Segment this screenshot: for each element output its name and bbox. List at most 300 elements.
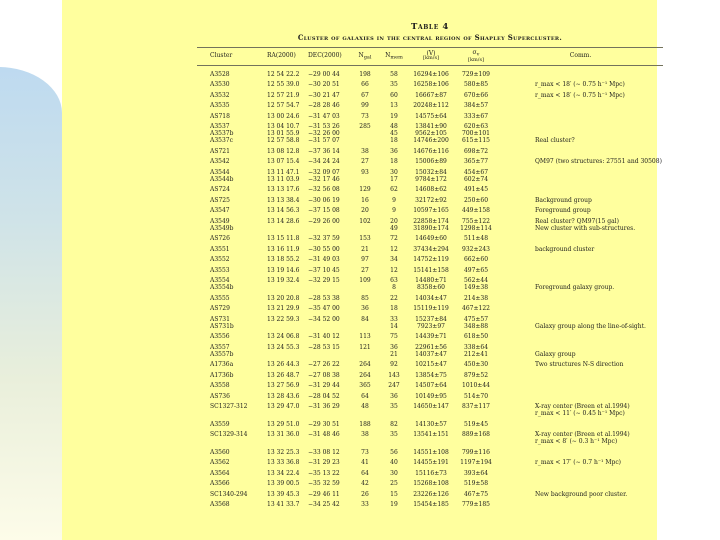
- col-header-nmem: [380, 53, 408, 61]
- table-row: [197, 295, 720, 302]
- table-row: [197, 197, 720, 204]
- cell-ra: 13 19 32.4: [267, 277, 300, 284]
- mean-velocity-symbol: (V): [426, 49, 436, 57]
- cell-cluster-name: A3547: [210, 207, 230, 214]
- table-row-group: [197, 382, 720, 389]
- table-row-group: [197, 305, 720, 312]
- mean-velocity-unit: [km/s]: [423, 55, 439, 62]
- table-row-group: [197, 158, 720, 165]
- table-row: [197, 81, 720, 88]
- col-header-velocity-dispersion: [454, 50, 498, 64]
- table-row: [197, 431, 720, 445]
- table-row-group: [197, 333, 720, 340]
- cell-comment: Galaxy group along the line-of-sight.: [535, 322, 646, 330]
- cell-cluster-name: A3560: [210, 448, 230, 456]
- cell-cluster-name: A3542: [210, 158, 230, 165]
- slide-panel: [62, 0, 662, 540]
- cell-mean-velocity: 31890±174: [413, 224, 449, 232]
- table-row: [197, 403, 720, 417]
- cell-comment: Foreground galaxy group.: [535, 284, 615, 291]
- cell-dec: −37 36 14: [308, 147, 340, 155]
- cell-dec: −28 28 46: [308, 102, 340, 109]
- cell-mean-velocity: 8358±60: [417, 284, 445, 291]
- cell-velocity-dispersion: 393±64: [463, 469, 489, 477]
- cell-nmem: 40: [390, 459, 398, 466]
- cell-comment: Background group: [535, 196, 592, 204]
- cell-mean-velocity: 15006±89: [415, 158, 447, 165]
- cell-ra: 13 33 36.8: [267, 459, 300, 466]
- cell-cluster-name: SC1340-294: [210, 490, 248, 498]
- cell-ra: 13 18 55.2: [267, 256, 300, 263]
- cell-mean-velocity: 14608±62: [415, 186, 447, 193]
- table-row: [197, 449, 720, 456]
- cell-mean-velocity: 16258±106: [413, 81, 449, 88]
- cell-ra: 13 16 11.9: [267, 245, 300, 253]
- cell-cluster-name: AS725: [210, 196, 230, 204]
- table-row: [197, 459, 720, 466]
- table-row-group: [197, 421, 720, 428]
- table-row-group: [197, 71, 720, 78]
- cell-velocity-dispersion: 562±44: [463, 277, 489, 284]
- cell-ra: 13 24 06.8: [267, 333, 300, 340]
- cell-cluster-name: A3537: [210, 123, 230, 130]
- cell-cluster-name: A3568: [210, 501, 230, 508]
- table-row: [197, 92, 720, 99]
- table-row-group: [197, 344, 720, 358]
- cell-dec: −30 06 19: [308, 196, 340, 204]
- table-row-group: [197, 102, 720, 109]
- cell-ra: 13 22 59.3: [267, 315, 300, 323]
- cell-cluster-name: A3558: [210, 382, 230, 389]
- table-row: [197, 351, 720, 358]
- cell-mean-velocity: 10597±165: [413, 207, 449, 214]
- table-row: [197, 501, 720, 508]
- cell-nmem: 30: [390, 168, 398, 176]
- cell-mean-velocity: 15237±84: [415, 315, 447, 323]
- cell-velocity-dispersion: 348±88: [463, 322, 489, 330]
- cell-cluster-name: A3549b: [210, 224, 234, 232]
- cell-mean-velocity: 15119±119: [413, 305, 449, 312]
- cell-nmem: 15: [390, 490, 398, 498]
- cell-velocity-dispersion: 799±116: [462, 448, 490, 456]
- cell-mean-velocity: 16667±87: [415, 91, 447, 99]
- cell-velocity-dispersion: 1010±44: [462, 382, 490, 389]
- col-header-ra: RA(2000): [267, 52, 296, 60]
- table-row: [197, 305, 720, 312]
- paper-table: [197, 22, 720, 508]
- table-row-group: [197, 361, 720, 368]
- cell-dec: −31 53 26: [308, 123, 340, 130]
- cell-cluster-name: A3566: [210, 480, 230, 487]
- cell-ngal: 85: [361, 294, 369, 302]
- cell-ra: 13 13 17.6: [267, 186, 300, 193]
- cell-ra: 12 55 39.0: [267, 81, 300, 88]
- cell-ra: 13 27 56.9: [267, 382, 300, 389]
- cell-velocity-dispersion: 662±60: [463, 256, 489, 263]
- cell-dec: −28 04 52: [308, 392, 340, 400]
- cell-cluster-name: A3535: [210, 102, 230, 109]
- cell-cluster-name: AS729: [210, 305, 230, 312]
- table-row-group: [197, 267, 720, 274]
- cell-ngal: 21: [361, 245, 369, 253]
- cell-dec: −29 26 00: [308, 217, 340, 225]
- table-row: [197, 207, 720, 214]
- table-row-group: [197, 316, 720, 330]
- cell-mean-velocity: 14439±71: [415, 333, 447, 340]
- table-row: [197, 284, 720, 291]
- cell-mean-velocity: 23226±126: [413, 490, 449, 498]
- cell-comment: Two structures N-S direction: [535, 361, 624, 368]
- cell-mean-velocity: 14650±147: [413, 403, 449, 410]
- cell-nmem: 12: [390, 245, 398, 253]
- cell-nmem: 17: [390, 175, 398, 183]
- cell-nmem: 19: [390, 112, 398, 120]
- cell-dec: −34 24 24: [308, 158, 340, 165]
- cell-nmem: 247: [388, 382, 400, 389]
- cell-ngal: 64: [361, 392, 369, 400]
- cell-cluster-name: A3532: [210, 91, 230, 99]
- cell-nmem: 58: [390, 70, 398, 78]
- cell-comment: Foreground group: [535, 207, 591, 214]
- cell-ngal: 365: [359, 382, 371, 389]
- cell-velocity-dispersion: 475±57: [463, 315, 489, 323]
- cell-ra: 13 29 51.0: [267, 420, 300, 428]
- cell-dec: −30 20 51: [308, 81, 340, 88]
- cell-nmem: 18: [390, 137, 398, 144]
- table-row-group: [197, 81, 720, 88]
- cell-dec: −31 29 23: [308, 459, 340, 466]
- cell-ra: 13 26 44.3: [267, 361, 300, 368]
- col-header-ngal: [350, 53, 380, 61]
- table-row-group: [197, 186, 720, 193]
- cell-ngal: 97: [361, 256, 369, 263]
- cell-ra: 13 32 25.3: [267, 448, 300, 456]
- cell-dec: −27 08 38: [308, 371, 340, 379]
- table-row: [197, 421, 720, 428]
- cell-dec: −31 40 12: [308, 333, 340, 340]
- cell-mean-velocity: 14746±200: [413, 137, 449, 144]
- cell-ngal: 113: [359, 333, 371, 340]
- cell-dec: −31 29 44: [308, 382, 340, 389]
- table-row: [197, 361, 720, 368]
- cell-mean-velocity: 14455±191: [413, 459, 449, 466]
- cell-velocity-dispersion: 879±52: [463, 371, 489, 379]
- cell-velocity-dispersion: 620±63: [463, 123, 489, 130]
- cell-ngal: 109: [359, 277, 371, 284]
- cell-dec: −29 46 11: [308, 490, 340, 498]
- cell-cluster-name: A3549: [210, 217, 230, 225]
- cell-nmem: 30: [390, 469, 398, 477]
- table-row-group: [197, 491, 720, 498]
- cell-dec: −31 47 03: [308, 112, 340, 120]
- cell-mean-velocity: 20248±112: [413, 102, 449, 109]
- cell-mean-velocity: 7923±97: [417, 322, 445, 330]
- cell-mean-velocity: 10215±47: [415, 361, 447, 368]
- cell-dec: −32 37 59: [308, 235, 340, 242]
- table-row: [197, 333, 720, 340]
- cell-cluster-name: AS726: [210, 235, 230, 242]
- cell-ngal: 188: [359, 420, 371, 428]
- cell-ngal: 33: [361, 501, 369, 508]
- cell-ra: 13 19 14.6: [267, 266, 300, 274]
- cell-nmem: 143: [388, 371, 400, 379]
- cell-ngal: 67: [361, 91, 369, 99]
- table-row: [197, 130, 720, 137]
- table-row-group: [197, 372, 720, 379]
- cell-ngal: 99: [361, 102, 369, 109]
- cell-comment: X-ray center (Breen et al.1994) r_max < 11′ (∼ 0.45 h⁻¹ Mpc): [535, 403, 630, 417]
- cell-comment: Galaxy group: [535, 350, 576, 358]
- table-row: [197, 382, 720, 389]
- cell-mean-velocity: 16294±106: [413, 70, 449, 78]
- table-row: [197, 113, 720, 120]
- table-row: [197, 235, 720, 242]
- cell-mean-velocity: 14551±108: [413, 448, 449, 456]
- cell-ra: 13 39 45.3: [267, 490, 300, 498]
- cell-cluster-name: A3552: [210, 256, 230, 263]
- table-header-row: [197, 47, 663, 66]
- cell-velocity-dispersion: 384±57: [463, 102, 489, 109]
- cell-ra: 13 31 36.0: [267, 431, 300, 438]
- cell-ngal: 20: [361, 207, 369, 214]
- cell-dec: −32 29 15: [308, 277, 340, 284]
- cell-cluster-name: A3562: [210, 459, 230, 466]
- cell-nmem: 9: [392, 207, 396, 214]
- table-row-group: [197, 431, 720, 445]
- col-header-dec: DEC(2000): [308, 52, 342, 60]
- cell-ra: 13 14 28.6: [267, 217, 300, 225]
- table-row-group: [197, 246, 720, 253]
- table-title: Table 4: [411, 22, 449, 32]
- table-row: [197, 316, 720, 323]
- table-row: [197, 102, 720, 109]
- cell-velocity-dispersion: 889±168: [462, 431, 490, 438]
- table-row: [197, 277, 720, 284]
- cell-cluster-name: A3556: [210, 333, 230, 340]
- cell-dec: −32 17 46: [308, 175, 340, 183]
- cell-comment: r_max < 18′ (∼ 0.75 h⁻¹ Mpc): [535, 81, 625, 88]
- cell-velocity-dispersion: 932±243: [462, 245, 490, 253]
- cell-dec: −33 08 12: [308, 448, 340, 456]
- table-row: [197, 225, 720, 232]
- nmem-symbol: N: [385, 51, 391, 59]
- cell-cluster-name: AS724: [210, 186, 230, 193]
- table-row: [197, 323, 720, 330]
- cell-ra: 13 01 55.9: [267, 130, 300, 137]
- cell-cluster-name: AS718: [210, 112, 230, 120]
- cell-comment: X-ray center (Breen et al.1994) r_max < 8′ (∼ 0.3 h⁻¹ Mpc): [535, 431, 630, 445]
- col-header-mean-velocity: [408, 51, 454, 62]
- table-row-group: [197, 218, 720, 232]
- cell-ra: 12 54 22.2: [267, 70, 300, 78]
- cell-velocity-dispersion: 338±64: [463, 343, 489, 351]
- cell-ngal: 66: [361, 81, 369, 88]
- cell-nmem: 25: [390, 480, 398, 487]
- cell-velocity-dispersion: 149±38: [463, 284, 489, 291]
- table-row: [197, 137, 720, 144]
- cell-mean-velocity: 14037±47: [415, 350, 447, 358]
- cell-mean-velocity: 14034±47: [415, 294, 447, 302]
- cell-velocity-dispersion: 1197±194: [460, 459, 492, 466]
- table-row-group: [197, 501, 720, 508]
- cell-ngal: 93: [361, 168, 369, 176]
- cell-ngal: 121: [359, 343, 371, 351]
- cell-ra: 13 21 29.9: [267, 305, 300, 312]
- table-subtitle: Cluster of galaxies in the central region of Shapley Supercluster.: [297, 33, 563, 42]
- table-row-group: [197, 449, 720, 456]
- table-row-group: [197, 256, 720, 263]
- cell-velocity-dispersion: 450±30: [463, 361, 489, 368]
- cell-cluster-name: A3537b: [210, 130, 234, 137]
- cell-mean-velocity: 14752±119: [413, 256, 449, 263]
- cell-nmem: 19: [390, 501, 398, 508]
- cell-ra: 13 29 47.0: [267, 403, 300, 410]
- cell-cluster-name: A3528: [210, 70, 230, 78]
- cell-cluster-name: A3554b: [210, 284, 234, 291]
- cell-nmem: 18: [390, 305, 398, 312]
- cell-dec: −37 15 08: [308, 207, 340, 214]
- cell-mean-velocity: 10149±95: [415, 392, 447, 400]
- col-header-comments: Comm.: [569, 52, 592, 60]
- cell-ra: 13 00 24.6: [267, 112, 300, 120]
- cell-velocity-dispersion: 837±117: [462, 403, 490, 410]
- cell-nmem: 63: [390, 277, 398, 284]
- cell-dec: −28 53 15: [308, 343, 340, 351]
- cell-velocity-dispersion: 250±60: [463, 196, 489, 204]
- cell-dec: −31 36 29: [308, 403, 340, 410]
- cell-comment: background cluster: [535, 245, 595, 253]
- cell-mean-velocity: 15141±158: [413, 266, 449, 274]
- cell-nmem: 14: [390, 322, 398, 330]
- table-row-group: [197, 148, 720, 155]
- cell-cluster-name: SC1329-314: [210, 431, 248, 438]
- cell-velocity-dispersion: 670±66: [463, 91, 489, 99]
- cell-nmem: 21: [390, 350, 398, 358]
- cell-ngal: 285: [359, 123, 371, 130]
- left-margin-decoration: [0, 67, 62, 540]
- cell-velocity-dispersion: 333±67: [463, 112, 489, 120]
- cell-nmem: 35: [390, 81, 398, 88]
- cell-ra: 13 34 22.4: [267, 469, 300, 477]
- cell-ra: 13 28 43.6: [267, 392, 300, 400]
- cell-nmem: 22: [390, 294, 398, 302]
- cell-mean-velocity: 14676±116: [413, 147, 449, 155]
- cell-ngal: 73: [361, 112, 369, 120]
- table-row: [197, 123, 720, 130]
- cell-velocity-dispersion: 365±77: [463, 158, 489, 165]
- cell-cluster-name: A3564: [210, 469, 230, 477]
- cell-comment: r_max < 18′ (∼ 0.75 h⁻¹ Mpc): [535, 91, 625, 99]
- cell-nmem: 36: [390, 147, 398, 155]
- cell-mean-velocity: 9562±105: [415, 130, 447, 137]
- cell-ngal: 42: [361, 480, 369, 487]
- cell-cluster-name: AS736: [210, 392, 230, 400]
- cell-cluster-name: AS721: [210, 147, 230, 155]
- cell-velocity-dispersion: 467±122: [462, 305, 490, 312]
- cell-mean-velocity: 14575±64: [415, 112, 447, 120]
- cell-comment: New background poor cluster.: [535, 490, 628, 498]
- cell-nmem: 75: [390, 333, 398, 340]
- cell-nmem: 56: [390, 448, 398, 456]
- cell-nmem: 18: [390, 158, 398, 165]
- cell-ngal: 26: [361, 490, 369, 498]
- cell-ra: 12 57 21.9: [267, 91, 300, 99]
- table-row-group: [197, 459, 720, 466]
- cell-velocity-dispersion: 519±45: [463, 420, 489, 428]
- cell-ngal: 41: [361, 459, 369, 466]
- table-row: [197, 344, 720, 351]
- cell-velocity-dispersion: 698±72: [463, 147, 489, 155]
- cell-cluster-name: A3554: [210, 277, 230, 284]
- cell-nmem: 13: [390, 102, 398, 109]
- cell-dec: −31 48 46: [308, 431, 340, 438]
- table-row-group: [197, 92, 720, 99]
- cell-cluster-name: A3551: [210, 245, 230, 253]
- cell-ngal: 264: [359, 371, 371, 379]
- cell-ngal: 84: [361, 315, 369, 323]
- cell-ra: 13 13 38.4: [267, 196, 300, 204]
- cell-ra: 13 04 10.7: [267, 123, 300, 130]
- cell-nmem: 92: [390, 361, 398, 368]
- cell-mean-velocity: 13854±75: [415, 371, 447, 379]
- table-row: [197, 480, 720, 487]
- cell-cluster-name: A3557b: [210, 350, 234, 358]
- ngal-subscript: gal: [363, 54, 372, 60]
- cell-cluster-name: AS731: [210, 315, 230, 323]
- table-row-group: [197, 197, 720, 204]
- cell-ra: 12 57 54.7: [267, 102, 300, 109]
- cell-cluster-name: A3559: [210, 420, 230, 428]
- cell-nmem: 20: [390, 217, 398, 225]
- table-rows: [197, 66, 720, 509]
- nmem-subscript: mem: [390, 54, 403, 60]
- table-row-group: [197, 393, 720, 400]
- cell-cluster-name: A1736a: [210, 361, 234, 368]
- table-row-group: [197, 207, 720, 214]
- cell-dec: −32 09 07: [308, 168, 340, 176]
- cell-velocity-dispersion: 519±58: [463, 480, 489, 487]
- cell-ra: 13 20 20.8: [267, 294, 300, 302]
- table-row: [197, 491, 720, 498]
- cell-dec: −27 26 22: [308, 361, 340, 368]
- cell-nmem: 34: [390, 256, 398, 263]
- table-row: [197, 246, 720, 253]
- cell-nmem: 35: [390, 431, 398, 438]
- cell-ngal: 64: [361, 469, 369, 477]
- cell-dec: −34 25 42: [308, 501, 340, 508]
- table-row-group: [197, 403, 720, 417]
- table-row-group: [197, 277, 720, 291]
- table-row-group: [197, 113, 720, 120]
- cell-velocity-dispersion: 212±41: [463, 350, 489, 358]
- table-row: [197, 218, 720, 225]
- cell-dec: −34 52 00: [308, 315, 340, 323]
- cell-dec: −30 21 47: [308, 91, 340, 99]
- cell-nmem: 12: [390, 266, 398, 274]
- cell-nmem: 60: [390, 91, 398, 99]
- cell-mean-velocity: 15032±84: [415, 168, 447, 176]
- cell-cluster-name: A3530: [210, 81, 230, 88]
- cell-ngal: 16: [361, 196, 369, 204]
- cell-velocity-dispersion: 449±158: [462, 207, 490, 214]
- table-row: [197, 393, 720, 400]
- cell-mean-velocity: 22858±174: [413, 217, 449, 225]
- cell-velocity-dispersion: 615±115: [462, 137, 490, 144]
- cell-ra: 13 11 47.1: [267, 168, 300, 176]
- cell-ngal: 102: [359, 217, 371, 225]
- cell-cluster-name: SC1327-312: [210, 403, 248, 410]
- table-row-group: [197, 235, 720, 242]
